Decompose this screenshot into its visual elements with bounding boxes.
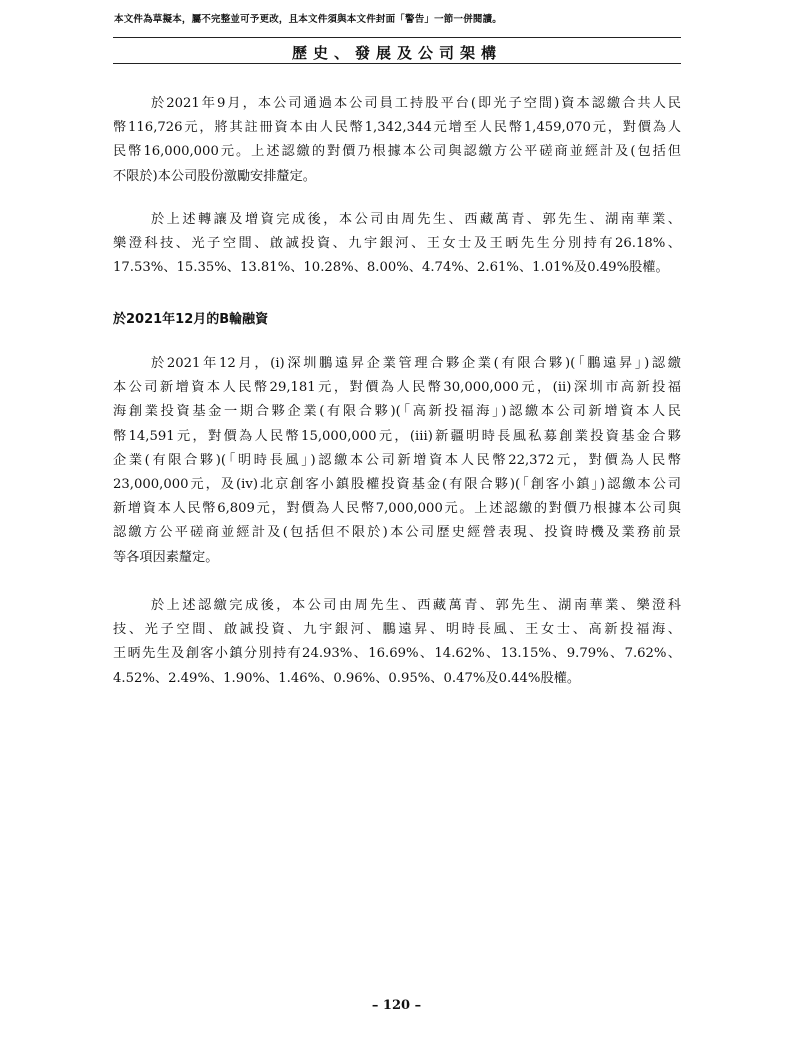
paragraph-4 bbox=[113, 594, 681, 691]
paragraph-line: 海創業投資基金一期合夥企業(有限合夥)(「高新投福海」)認繳本公司新增資本人民 bbox=[113, 404, 681, 420]
paragraph-line: 於2021年9月，本公司通過本公司員工持股平台(即光子空間)資本認繳合共人民 bbox=[151, 96, 681, 111]
paragraph-line: 技、光子空間、啟誠投資、九宇銀河、鵬遠昇、明時長風、王女士、高新投福海、 bbox=[113, 622, 681, 638]
draft-notice: 本文件為草擬本，屬不完整並可予更改，且本文件須與本文件封面「警告」一節一併閱讀。 bbox=[114, 14, 503, 25]
paragraph-2 bbox=[113, 208, 681, 281]
paragraph-3 bbox=[113, 352, 681, 570]
paragraph-line: 於2021年12月，(i)深圳鵬遠昇企業管理合夥企業(有限合夥)(「鵬遠昇」)認繳 bbox=[151, 356, 681, 371]
paragraph-line: 民幣16,000,000元。上述認繳的對價乃根據本公司與認繳方公平磋商並經計及(包括但 bbox=[113, 144, 681, 160]
paragraph-line: 幣14,591元，對價為人民幣15,000,000元，(iii)新疆明時長風私募創業投資基金合夥 bbox=[113, 428, 681, 444]
paragraph-1 bbox=[113, 92, 681, 189]
header-rule-top bbox=[113, 37, 681, 38]
paragraph-line: 23,000,000元，及(iv)北京創客小鎮股權投資基金(有限合夥)(「創客小鎮」)認繳本公司 bbox=[113, 477, 681, 493]
section-subheading: 於2021年12月的B輪融資 bbox=[113, 312, 269, 327]
paragraph-line: 王昞先生及創客小鎮分別持有24.93%、16.69%、14.62%、13.15%、9.79%、7.62%、 bbox=[113, 646, 681, 662]
section-title: 歷史、發展及公司架構 bbox=[291, 44, 502, 62]
paragraph-line: 幣116,726元，將其註冊資本由人民幣1,342,344元增至人民幣1,459,070元，對價為人 bbox=[113, 120, 681, 136]
paragraph-line: 企業(有限合夥)(「明時長風」)認繳本公司新增資本人民幣22,372元，對價為人民幣 bbox=[113, 452, 681, 468]
paragraph-line: 認繳方公平磋商並經計及(包括但不限於)本公司歷史經營表現、投資時機及業務前景 bbox=[113, 525, 681, 541]
paragraph-line: 等各項因素釐定。 bbox=[113, 549, 219, 565]
paragraph-line: 於上述認繳完成後，本公司由周先生、西藏萬青、郭先生、湖南華業、樂澄科 bbox=[151, 598, 681, 613]
header-rule-bottom bbox=[113, 63, 681, 64]
paragraph-line: 17.53%、15.35%、13.81%、10.28%、8.00%、4.74%、2.61%、1.01%及0.49%股權。 bbox=[113, 260, 669, 276]
page-number: – 120 – bbox=[371, 998, 422, 1013]
paragraph-line: 樂澄科技、光子空間、啟誠投資、九宇銀河、王女士及王昞先生分別持有26.18%、 bbox=[113, 236, 681, 252]
paragraph-line: 於上述轉讓及增資完成後，本公司由周先生、西藏萬青、郭先生、湖南華業、 bbox=[151, 212, 681, 227]
paragraph-line: 4.52%、2.49%、1.90%、1.46%、0.96%、0.95%、0.47%及0.44%股權。 bbox=[113, 670, 581, 686]
paragraph-line: 本公司新增資本人民幣29,181元，對價為人民幣30,000,000元，(ii)深圳市高新投福 bbox=[113, 380, 681, 396]
paragraph-line: 新增資本人民幣6,809元，對價為人民幣7,000,000元。上述認繳的對價乃根據本公司與 bbox=[113, 501, 681, 517]
paragraph-line: 不限於)本公司股份激勵安排釐定。 bbox=[113, 168, 316, 184]
